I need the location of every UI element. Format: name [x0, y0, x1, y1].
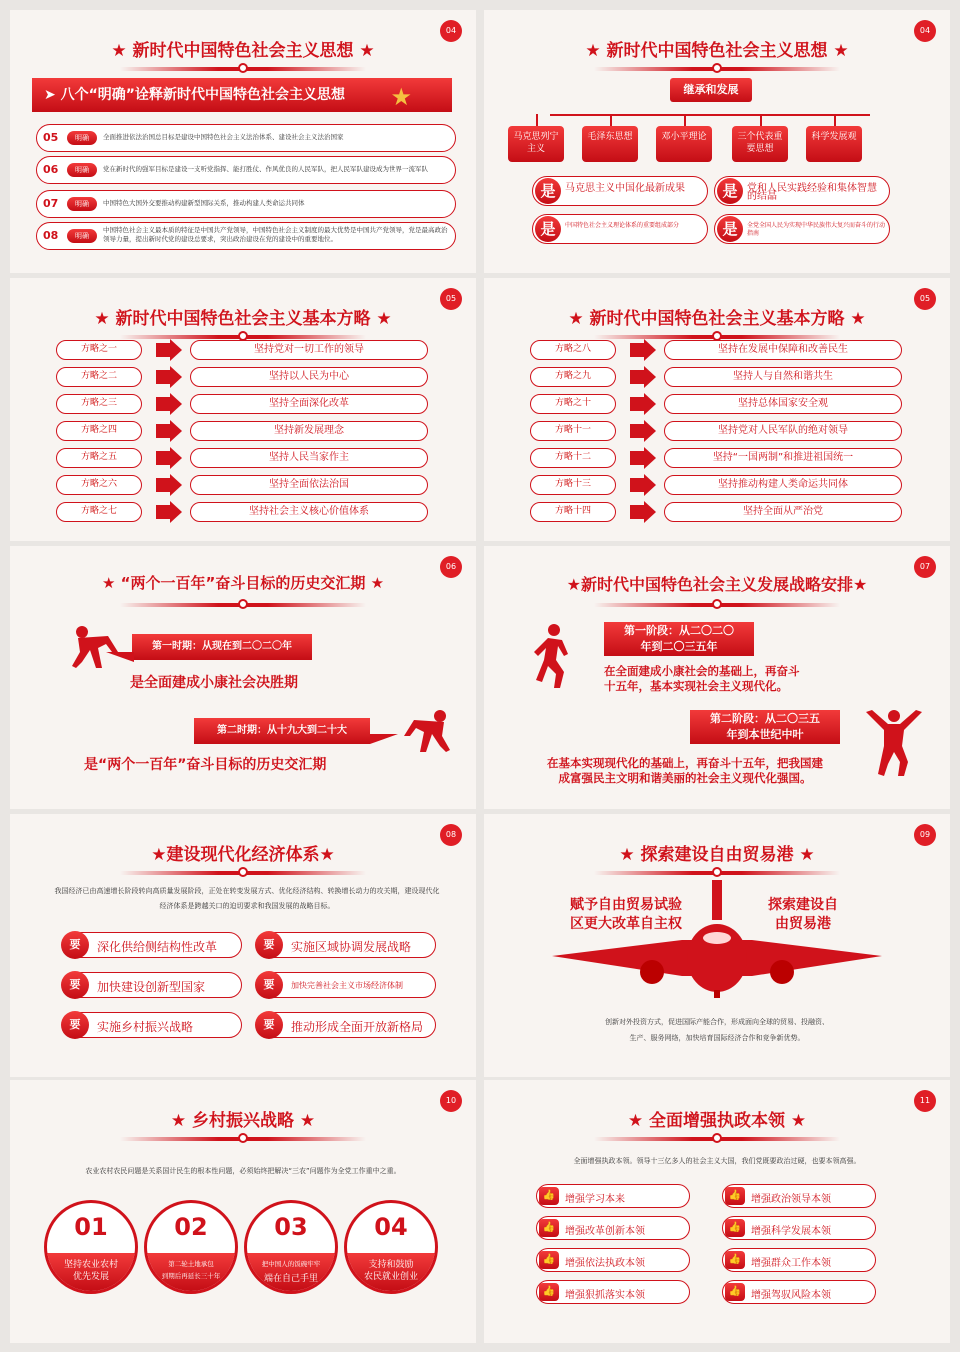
- inherit-box: 继承和发展: [670, 78, 752, 102]
- skill-text: 增强学习本来: [565, 1194, 625, 1205]
- row-number: 08: [43, 229, 59, 242]
- slide-title: ★ 探索建设自由贸易港 ★: [619, 845, 815, 865]
- thumbs-up-icon: 👍: [539, 1219, 559, 1237]
- circle-line-1: 第二轮土地承包: [168, 1260, 214, 1268]
- arrow-head-icon: [170, 501, 182, 523]
- phase-2-text-line-1: 在基本实现现代化的基础上，再奋斗十五年，把我国建: [547, 756, 823, 770]
- shi-badge: 是: [717, 216, 743, 242]
- page-number: 05: [440, 288, 462, 310]
- theory-box: 邓小平理论: [656, 126, 712, 162]
- description-line-2: 生产、服务网络，加快培育国际经济合作和竞争新优势。: [629, 1034, 805, 1042]
- circle-number: 04: [374, 1213, 408, 1241]
- goal-text: 实施乡村振兴战略: [97, 1020, 194, 1034]
- description: [524, 1014, 910, 1046]
- intro-text: 我国经济已由高速增长阶段转向高质量发展阶段，正处在转变发展方式、优化经济结构、转换增长动力的攻关期，建设现代化经济体系是跨越关口的迫切要求和我国发展的战略目标。: [54, 887, 440, 910]
- row-text: 全面推进依法治国总目标是建设中国特色社会主义法治体系、建设社会主义法治国家: [103, 133, 344, 141]
- arrow-shaft-icon: [156, 505, 170, 519]
- page-number: 08: [440, 824, 462, 846]
- connector-line: [550, 114, 870, 116]
- skill-text: 增强科学发展本领: [751, 1226, 831, 1237]
- skill-item: [536, 1184, 690, 1208]
- skill-text: 增强改革创新本领: [565, 1226, 645, 1237]
- arrow-head-icon: [170, 366, 182, 388]
- slide-modern-economy: [10, 814, 476, 1077]
- arrow-shaft-icon: [630, 505, 644, 519]
- goal-item: [256, 972, 436, 998]
- connector-stub: [684, 114, 686, 126]
- period-2-label: 第二时期：从十九大到二十大: [194, 718, 370, 744]
- strategy-item: 坚持党对人民军队的绝对领导: [664, 421, 902, 441]
- divider: [120, 335, 366, 339]
- yao-badge: 要: [61, 971, 89, 999]
- goal-item: [62, 932, 242, 958]
- strategy-label: 方略之三: [56, 394, 142, 414]
- thumbs-up-icon: 👍: [539, 1283, 559, 1301]
- arrow-shaft-icon: [156, 343, 170, 357]
- shi-badge: 是: [535, 216, 561, 242]
- connector-stub: [536, 114, 538, 126]
- arrow-head-icon: [644, 339, 656, 361]
- slide-title: ★ 新时代中国特色社会主义基本方略 ★: [94, 309, 392, 329]
- thumbs-up-icon: 👍: [725, 1219, 745, 1237]
- page-number: 04: [440, 20, 462, 42]
- strategy-item: 坚持以人民为中心: [190, 367, 428, 387]
- strategy-label: 方略十二: [530, 448, 616, 468]
- phase-2-text-line-2: 成富强民主文明和谐美丽的社会主义现代化强国。: [558, 771, 812, 785]
- goal-item: [62, 1012, 242, 1038]
- slide-title: ★ 新时代中国特色社会主义思想 ★: [585, 41, 849, 61]
- intro-text: 全面增强执政本领。领导十三亿多人的社会主义大国，我们党既要政治过硬，也要本领高强。: [573, 1157, 861, 1165]
- arrow-shaft-icon: [630, 424, 644, 438]
- slide-title: ★新时代中国特色社会主义发展战略安排★: [566, 575, 868, 594]
- statement-text: 马克思主义中国化最新成果: [565, 183, 685, 194]
- strategy-label: 方略之六: [56, 475, 142, 495]
- slide-title: ★ “两个一百年”奋斗目标的历史交汇期 ★: [101, 574, 385, 592]
- slide-title: ★ 全面增强执政本领 ★: [627, 1111, 807, 1131]
- goal-text: 深化供给侧结构性改革: [97, 940, 218, 954]
- circle-line-2: 到期后再延长三十年: [161, 1272, 221, 1280]
- circle-line-2: 端在自己手里: [263, 1274, 318, 1284]
- strategy-item: 坚持全面深化改革: [190, 394, 428, 414]
- arrow-shaft-icon: [630, 343, 644, 357]
- phase-2-text: [526, 756, 844, 786]
- yao-badge: 要: [255, 1011, 283, 1039]
- skill-text: 增强狠抓落实本领: [565, 1290, 645, 1301]
- clarification-row: [36, 124, 456, 152]
- phase-2-line-1: 第二阶段：从二〇三五: [710, 712, 820, 725]
- slide-free-trade-port: [484, 814, 950, 1077]
- slide-two-centenary: [10, 546, 476, 809]
- page-number: 06: [440, 556, 462, 578]
- divider: [120, 67, 366, 71]
- strategy-label: 方略之五: [56, 448, 142, 468]
- arrow-shaft-icon: [156, 451, 170, 465]
- banner: [32, 78, 452, 112]
- intro-text: 农业农村农民问题是关系国计民生的根本性问题，必须始终把解决“三农”问题作为全党工作重中之重。: [85, 1167, 401, 1175]
- yao-badge: 要: [61, 931, 89, 959]
- page-number: 10: [440, 1090, 462, 1112]
- phase-1-text-line-2: 十五年，基本实现社会主义现代化。: [604, 679, 788, 693]
- circle-line-2: 优先发展: [72, 1272, 109, 1282]
- clarify-tag: 明确: [67, 229, 97, 243]
- slide-thought-eight-clarifications: [10, 10, 476, 273]
- divider: [594, 335, 840, 339]
- thumbs-up-icon: 👍: [539, 1251, 559, 1269]
- arrow-head-icon: [170, 339, 182, 361]
- strategy-label: 方略之二: [56, 367, 142, 387]
- phase-1-line-1: 第一阶段：从二〇二〇: [624, 624, 734, 637]
- divider: [120, 603, 366, 607]
- rural-circle: [244, 1200, 338, 1294]
- arrow-head-icon: [644, 366, 656, 388]
- emblem-icon: ★: [390, 83, 412, 111]
- slide-thought-inherit: [484, 10, 950, 273]
- arrow-icon: ➤: [44, 87, 61, 103]
- slide-title: ★ 乡村振兴战略 ★: [170, 1111, 316, 1131]
- runner-crouch-icon: [68, 622, 124, 672]
- skill-item: [722, 1184, 876, 1208]
- thumbs-up-icon: 👍: [725, 1251, 745, 1269]
- arrow-head-icon: [170, 447, 182, 469]
- goal-text: 加快完善社会主义市场经济体制: [291, 981, 403, 990]
- arrow-head-icon: [170, 393, 182, 415]
- arrow-head-icon: [170, 474, 182, 496]
- yao-badge: 要: [255, 931, 283, 959]
- page-number: 04: [914, 20, 936, 42]
- right-text-line-1: 探索建设自: [768, 897, 838, 913]
- yao-badge: 要: [61, 1011, 89, 1039]
- skill-item: [722, 1216, 876, 1240]
- arrow-head-icon: [644, 447, 656, 469]
- arrow-shaft-icon: [630, 478, 644, 492]
- right-text-line-2: 由贸易港: [775, 916, 831, 932]
- arrow-head-icon: [644, 393, 656, 415]
- circle-number: 01: [74, 1213, 108, 1241]
- statement-text: 中国特色社会主义理论体系的重要组成部分: [565, 222, 680, 229]
- divider: [594, 67, 840, 71]
- divider: [120, 871, 366, 875]
- row-number: 06: [43, 163, 59, 176]
- period-2-arrow: [370, 734, 398, 744]
- slide-governance: [484, 1080, 950, 1343]
- slide-title: ★ 新时代中国特色社会主义思想 ★: [111, 41, 375, 61]
- arrow-shaft-icon: [156, 424, 170, 438]
- divider: [594, 871, 840, 875]
- phase-1-line-2: 年到二〇三五年: [640, 640, 718, 653]
- rural-circle: [344, 1200, 438, 1294]
- strategy-item: 坚持全面从严治党: [664, 502, 902, 522]
- period-1-label: 第一时期：从现在到二〇二〇年: [132, 634, 312, 660]
- skill-item: [536, 1216, 690, 1240]
- row-number: 07: [43, 197, 59, 210]
- connector-stub: [834, 114, 836, 126]
- circle-number: 02: [174, 1213, 208, 1241]
- connector-stub: [760, 114, 762, 126]
- theory-box: 毛泽东思想: [582, 126, 638, 162]
- statement-text: 党和人民实践经验和集体智慧的结晶: [747, 183, 877, 202]
- slide-rural-revitalization: [10, 1080, 476, 1343]
- circle-line-1: 支持和鼓励: [368, 1260, 414, 1270]
- slide-title: ★ 新时代中国特色社会主义基本方略 ★: [568, 309, 866, 329]
- strategy-item: 坚持新发展理念: [190, 421, 428, 441]
- strategy-label: 方略之一: [56, 340, 142, 360]
- page-number: 09: [914, 824, 936, 846]
- strategy-item: 坚持社会主义核心价值体系: [190, 502, 428, 522]
- slide-strategy-1: [10, 278, 476, 541]
- strategy-item: 坚持总体国家安全观: [664, 394, 902, 414]
- skill-text: 增强依法执政本领: [565, 1258, 645, 1269]
- strategy-label: 方略十一: [530, 421, 616, 441]
- skill-item: [536, 1280, 690, 1304]
- phase-1-text: [604, 664, 800, 694]
- statement-row: [714, 214, 890, 244]
- strategy-item: 坚持在发展中保障和改善民生: [664, 340, 902, 360]
- arrow-shaft-icon: [156, 370, 170, 384]
- arrow-shaft-icon: [156, 478, 170, 492]
- strategy-label: 方略十四: [530, 502, 616, 522]
- thumbs-up-icon: 👍: [725, 1283, 745, 1301]
- slide-strategy-2: [484, 278, 950, 541]
- goal-text: 推动形成全面开放新格局: [291, 1020, 424, 1034]
- circle-line-1: 坚持农业农村: [63, 1260, 118, 1270]
- strategy-item: 坚持“一国两制”和推进祖国统一: [664, 448, 902, 468]
- strategy-item: 坚持党对一切工作的领导: [190, 340, 428, 360]
- phase-1-label: [604, 622, 754, 656]
- goal-text: 加快建设创新型国家: [97, 980, 206, 994]
- clarification-row: [36, 190, 456, 218]
- left-text-line-1: 赋予自由贸易试验: [570, 897, 682, 913]
- skill-text: 增强政治领导本领: [751, 1194, 831, 1205]
- clarification-row: [36, 156, 456, 184]
- winner-icon: [864, 706, 924, 778]
- statement-row: [532, 176, 708, 206]
- runner-icon: [534, 622, 570, 692]
- strategy-label: 方略十三: [530, 475, 616, 495]
- shi-badge: 是: [535, 178, 561, 204]
- strategy-label: 方略之四: [56, 421, 142, 441]
- row-text: 中国特色大国外交要推动构建新型国际关系，推动构建人类命运共同体: [103, 199, 305, 207]
- skill-item: [536, 1248, 690, 1272]
- left-text-line-2: 区更大改革自主权: [570, 916, 682, 932]
- strategy-item: 坚持人民当家作主: [190, 448, 428, 468]
- statement-row: [714, 176, 890, 206]
- period-2-text: 是“两个一百年”奋斗目标的历史交汇期: [84, 757, 327, 773]
- goal-item: [256, 1012, 436, 1038]
- statement-text: 全党全国人民为实现中华民族伟大复兴而奋斗的行动指南: [747, 222, 886, 237]
- right-text: [748, 896, 858, 934]
- page-number: 07: [914, 556, 936, 578]
- divider: [594, 1137, 840, 1141]
- shi-badge: 是: [717, 178, 743, 204]
- statement-row: [532, 214, 708, 244]
- divider: [594, 603, 840, 607]
- row-number: 05: [43, 131, 59, 144]
- rural-circle: [144, 1200, 238, 1294]
- goal-item: [256, 932, 436, 958]
- period-1-arrow: [106, 652, 134, 662]
- row-text: 中国特色社会主义最本质的特征是中国共产党领导，中国特色社会主义制度的最大优势是中国共产党领导，党是最高政治领导力量，提出新时代党的建设总要求，突出政治建设在党的建设中的重要地位。: [103, 226, 448, 243]
- skill-text: 增强驾驭风险本领: [751, 1290, 831, 1301]
- slide-development-plan: [484, 546, 950, 809]
- arrow-shaft-icon: [630, 397, 644, 411]
- phase-2-label: [690, 710, 840, 744]
- clarification-row: [36, 222, 456, 250]
- period-1-text: 是全面建成小康社会决胜期: [130, 675, 298, 691]
- arrow-shaft-icon: [630, 370, 644, 384]
- arrow-shaft-icon: [630, 451, 644, 465]
- page-number: 05: [914, 288, 936, 310]
- strategy-label: 方略之十: [530, 394, 616, 414]
- strategy-label: 方略之八: [530, 340, 616, 360]
- arrow-head-icon: [644, 501, 656, 523]
- connector-stub: [610, 114, 612, 126]
- banner-text: 八个“明确”诠释新时代中国特色社会主义思想: [60, 87, 346, 103]
- strategy-item: 坚持推动构建人类命运共同体: [664, 475, 902, 495]
- goal-item: [62, 972, 242, 998]
- thumbs-up-icon: 👍: [725, 1187, 745, 1205]
- circle-line-2: 农民就业创业: [363, 1272, 418, 1282]
- yao-badge: 要: [255, 971, 283, 999]
- clarify-tag: 明确: [67, 163, 97, 177]
- theory-box: 马克思列宁主义: [508, 126, 564, 162]
- skill-text: 增强群众工作本领: [751, 1258, 831, 1269]
- arrow-head-icon: [170, 420, 182, 442]
- phase-1-text-line-1: 在全面建成小康社会的基础上，再奋斗: [604, 664, 800, 678]
- divider: [120, 1137, 366, 1141]
- clarify-tag: 明确: [67, 131, 97, 145]
- strategy-item: 坚持人与自然和谐共生: [664, 367, 902, 387]
- runner-start-icon: [398, 706, 454, 756]
- skill-item: [722, 1248, 876, 1272]
- strategy-label: 方略之九: [530, 367, 616, 387]
- slide-title: ★建设现代化经济体系★: [151, 845, 335, 865]
- thumbs-up-icon: 👍: [539, 1187, 559, 1205]
- strategy-label: 方略之七: [56, 502, 142, 522]
- page-number: 11: [914, 1090, 936, 1112]
- arrow-shaft-icon: [156, 397, 170, 411]
- clarify-tag: 明确: [67, 197, 97, 211]
- description-line-1: 创新对外投资方式，促进国际产能合作，形成面向全球的贸易、投融资、: [605, 1018, 829, 1026]
- theory-box: 三个代表重要思想: [732, 126, 788, 162]
- skill-item: [722, 1280, 876, 1304]
- row-text: 党在新时代的强军目标是建设一支听党指挥、能打胜仗、作风优良的人民军队，把人民军队建设成为世界一流军队: [103, 165, 428, 173]
- arrow-head-icon: [644, 420, 656, 442]
- phase-2-line-2: 年到本世纪中叶: [726, 728, 804, 741]
- goal-text: 实施区域协调发展战略: [291, 940, 412, 954]
- circle-number: 03: [274, 1213, 308, 1241]
- strategy-item: 坚持全面依法治国: [190, 475, 428, 495]
- theory-box: 科学发展观: [806, 126, 862, 162]
- left-text: [556, 896, 696, 934]
- circle-line-1: 把中国人的饭碗牢牢: [261, 1260, 321, 1268]
- rural-circle: [44, 1200, 138, 1294]
- arrow-head-icon: [644, 474, 656, 496]
